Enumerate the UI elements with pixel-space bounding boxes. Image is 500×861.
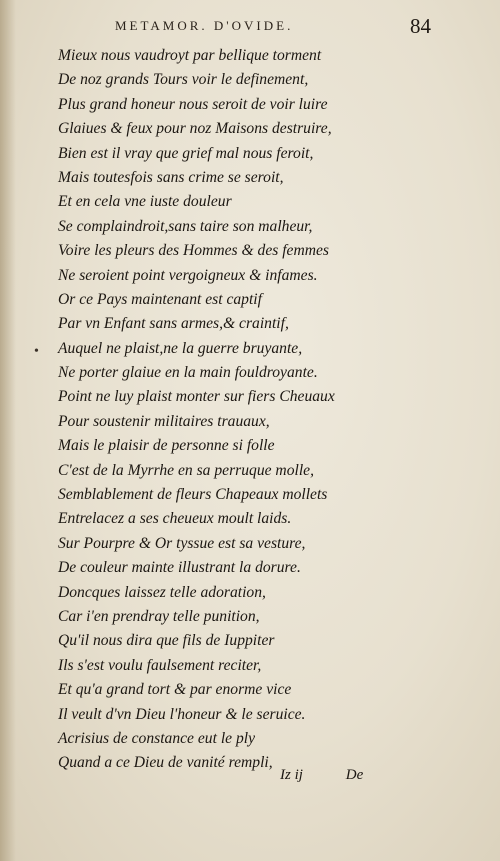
verse-line: C'est de la Myrrhe en sa perruque molle, xyxy=(58,461,314,479)
verse-line: Acrisius de constance eut le ply xyxy=(58,729,256,747)
verse-line: Pour soustenir militaires trauaux, xyxy=(58,412,270,430)
verse-line: Ne seroient point vergoigneux & infames. xyxy=(58,266,318,284)
margin-mark: • xyxy=(34,344,39,359)
verse-line: Il veult d'vn Dieu l'honeur & le seruice. xyxy=(58,705,306,723)
verse-line: Auquel ne plaist,ne la guerre bruyante, xyxy=(58,339,303,357)
verse-line: Car i'en prendray telle punition, xyxy=(58,607,260,625)
verse-line: Glaiues & feux pour noz Maisons destruire, xyxy=(58,120,332,138)
verse-line: Voire les pleurs des Hommes & des femmes xyxy=(58,242,329,260)
catchword: De xyxy=(345,767,364,783)
running-title: METAMOR. D'OVIDE. xyxy=(115,18,294,33)
verse-line: De noz grands Tours voir le definement, xyxy=(58,71,309,89)
verse-line: Doncques laissez telle adoration, xyxy=(58,583,266,601)
verse-line: Entrelacez a ses cheueux moult laids. xyxy=(58,510,292,528)
verse-line: Mais le plaisir de personne si folle xyxy=(58,437,275,455)
verse-line: De couleur mainte illustrant la dorure. xyxy=(58,559,301,577)
verse-line: Et en cela vne iuste douleur xyxy=(58,193,232,211)
verse-line: Par vn Enfant sans armes,& craintif, xyxy=(58,315,289,333)
verse-line: Qu'il nous dira que fils de Iuppiter xyxy=(58,632,275,650)
page-number: 84 xyxy=(410,14,431,38)
verse-line: Bien est il vray que grief mal nous feroit, xyxy=(58,144,314,162)
verse-line: Sur Pourpre & Or tyssue est sa vesture, xyxy=(58,534,306,552)
verse-block xyxy=(58,44,478,776)
verse-line: Se complaindroit,sans taire son malheur, xyxy=(58,217,313,235)
signature-mark: Iz ij xyxy=(280,767,303,783)
page-gutter-shadow xyxy=(0,0,16,861)
verse-line: Quand a ce Dieu de vanité rempli, xyxy=(58,754,273,772)
verse-line: Mais toutesfois sans crime se seroit, xyxy=(58,168,284,186)
verse-line: Ils s'est voulu faulsement reciter, xyxy=(58,656,262,674)
page-footer xyxy=(280,767,430,784)
verse-line: Plus grand honeur nous seroit de voir luire xyxy=(58,95,328,113)
verse-line: Et qu'a grand tort & par enorme vice xyxy=(58,681,292,699)
verse-line: Or ce Pays maintenant est captif xyxy=(58,290,262,308)
verse-line: Mieux nous vaudroyt par bellique torment xyxy=(58,47,322,64)
verse-line: Point ne luy plaist monter sur fiers Cheuaux xyxy=(58,388,335,406)
verse-line: Semblablement de fleurs Chapeaux mollets xyxy=(58,486,328,504)
verse-line: Ne porter glaiue en la main fouldroyante. xyxy=(58,364,318,382)
